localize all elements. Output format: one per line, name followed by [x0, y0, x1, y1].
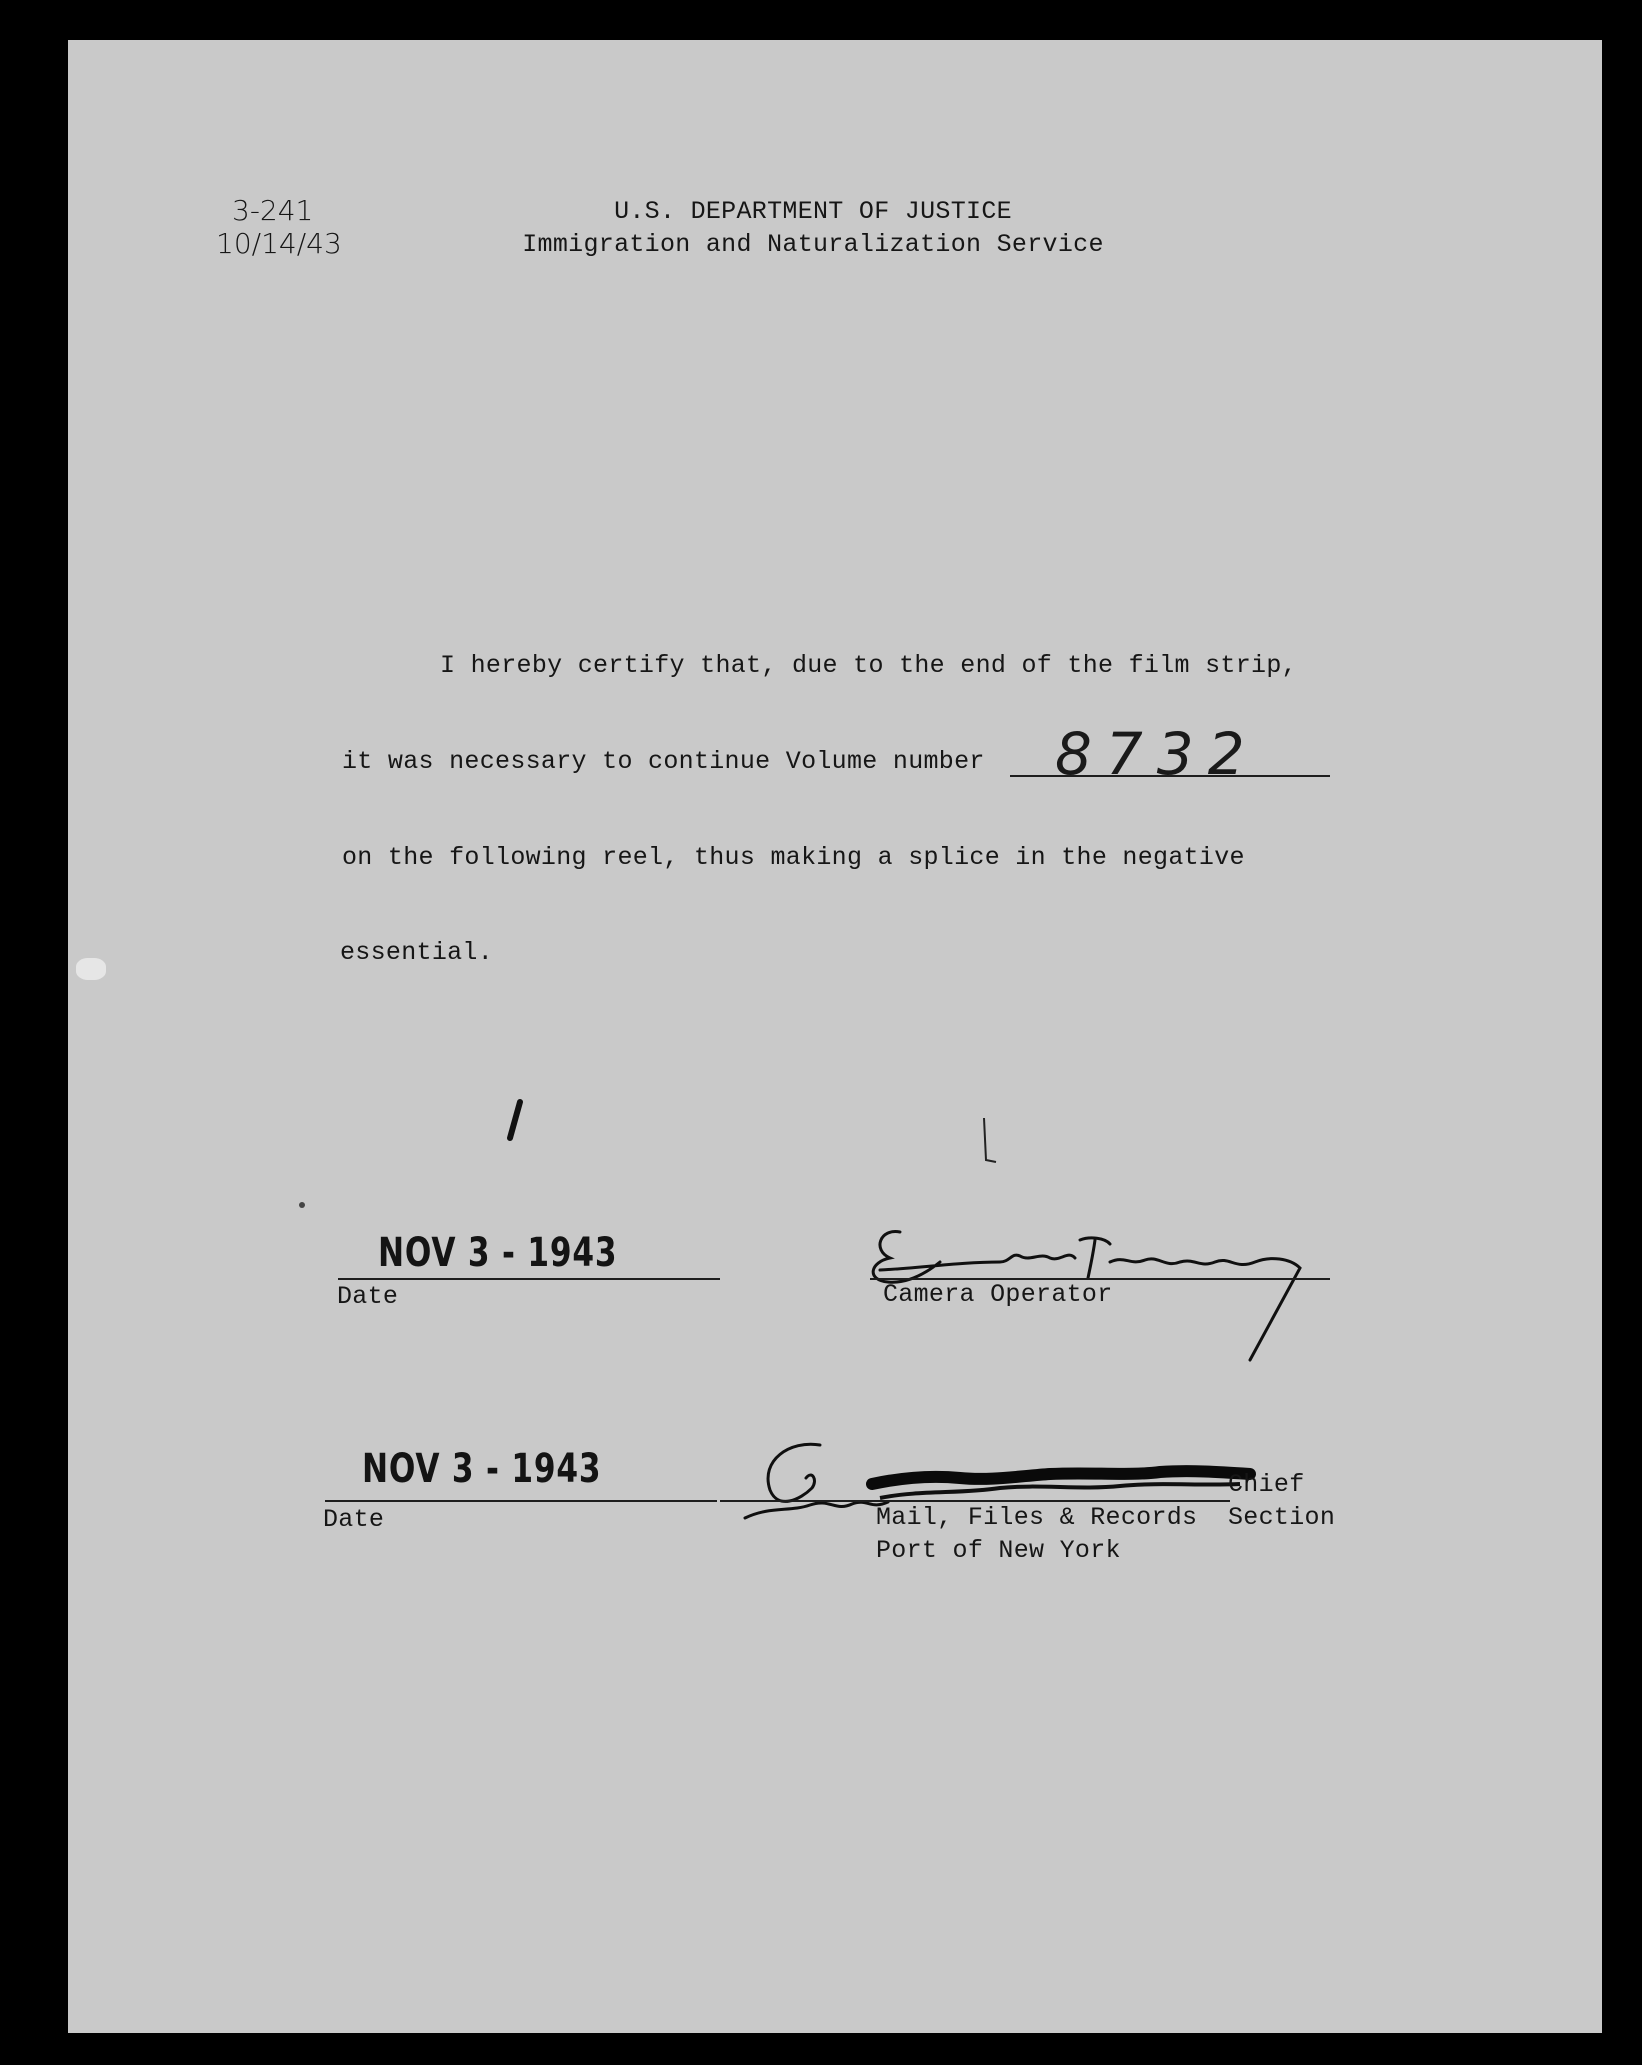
form-number: 3-241	[232, 194, 314, 227]
header-department: U.S. DEPARTMENT OF JUSTICE	[614, 197, 1012, 226]
form-date: 10/14/43	[216, 227, 342, 260]
chief-label: Chief	[1228, 1470, 1305, 1499]
signature-rule-2	[720, 1500, 1230, 1502]
date-label-1: Date	[337, 1282, 399, 1311]
section-label: Section	[1228, 1503, 1336, 1532]
volume-number: 8732	[1055, 720, 1259, 788]
camera-operator-label: Camera Operator	[883, 1280, 1113, 1309]
date-stamp-2: NOV 3 - 1943	[362, 1446, 602, 1492]
body-line-2: it was necessary to continue Volume number	[342, 747, 985, 776]
date-label-2: Date	[323, 1505, 385, 1534]
port-of-new-york-label: Port of New York	[876, 1536, 1121, 1565]
paper-blemish	[76, 958, 106, 980]
date-stamp-1: NOV 3 - 1943	[378, 1230, 618, 1276]
body-line-3: on the following reel, thus making a splice in the negative	[342, 843, 1245, 872]
mail-files-records-label: Mail, Files & Records	[876, 1503, 1198, 1532]
body-line-4: essential.	[340, 938, 494, 967]
header-service: Immigration and Naturalization Service	[522, 230, 1104, 259]
body-line-1: I hereby certify that, due to the end of the film strip,	[440, 651, 1297, 680]
